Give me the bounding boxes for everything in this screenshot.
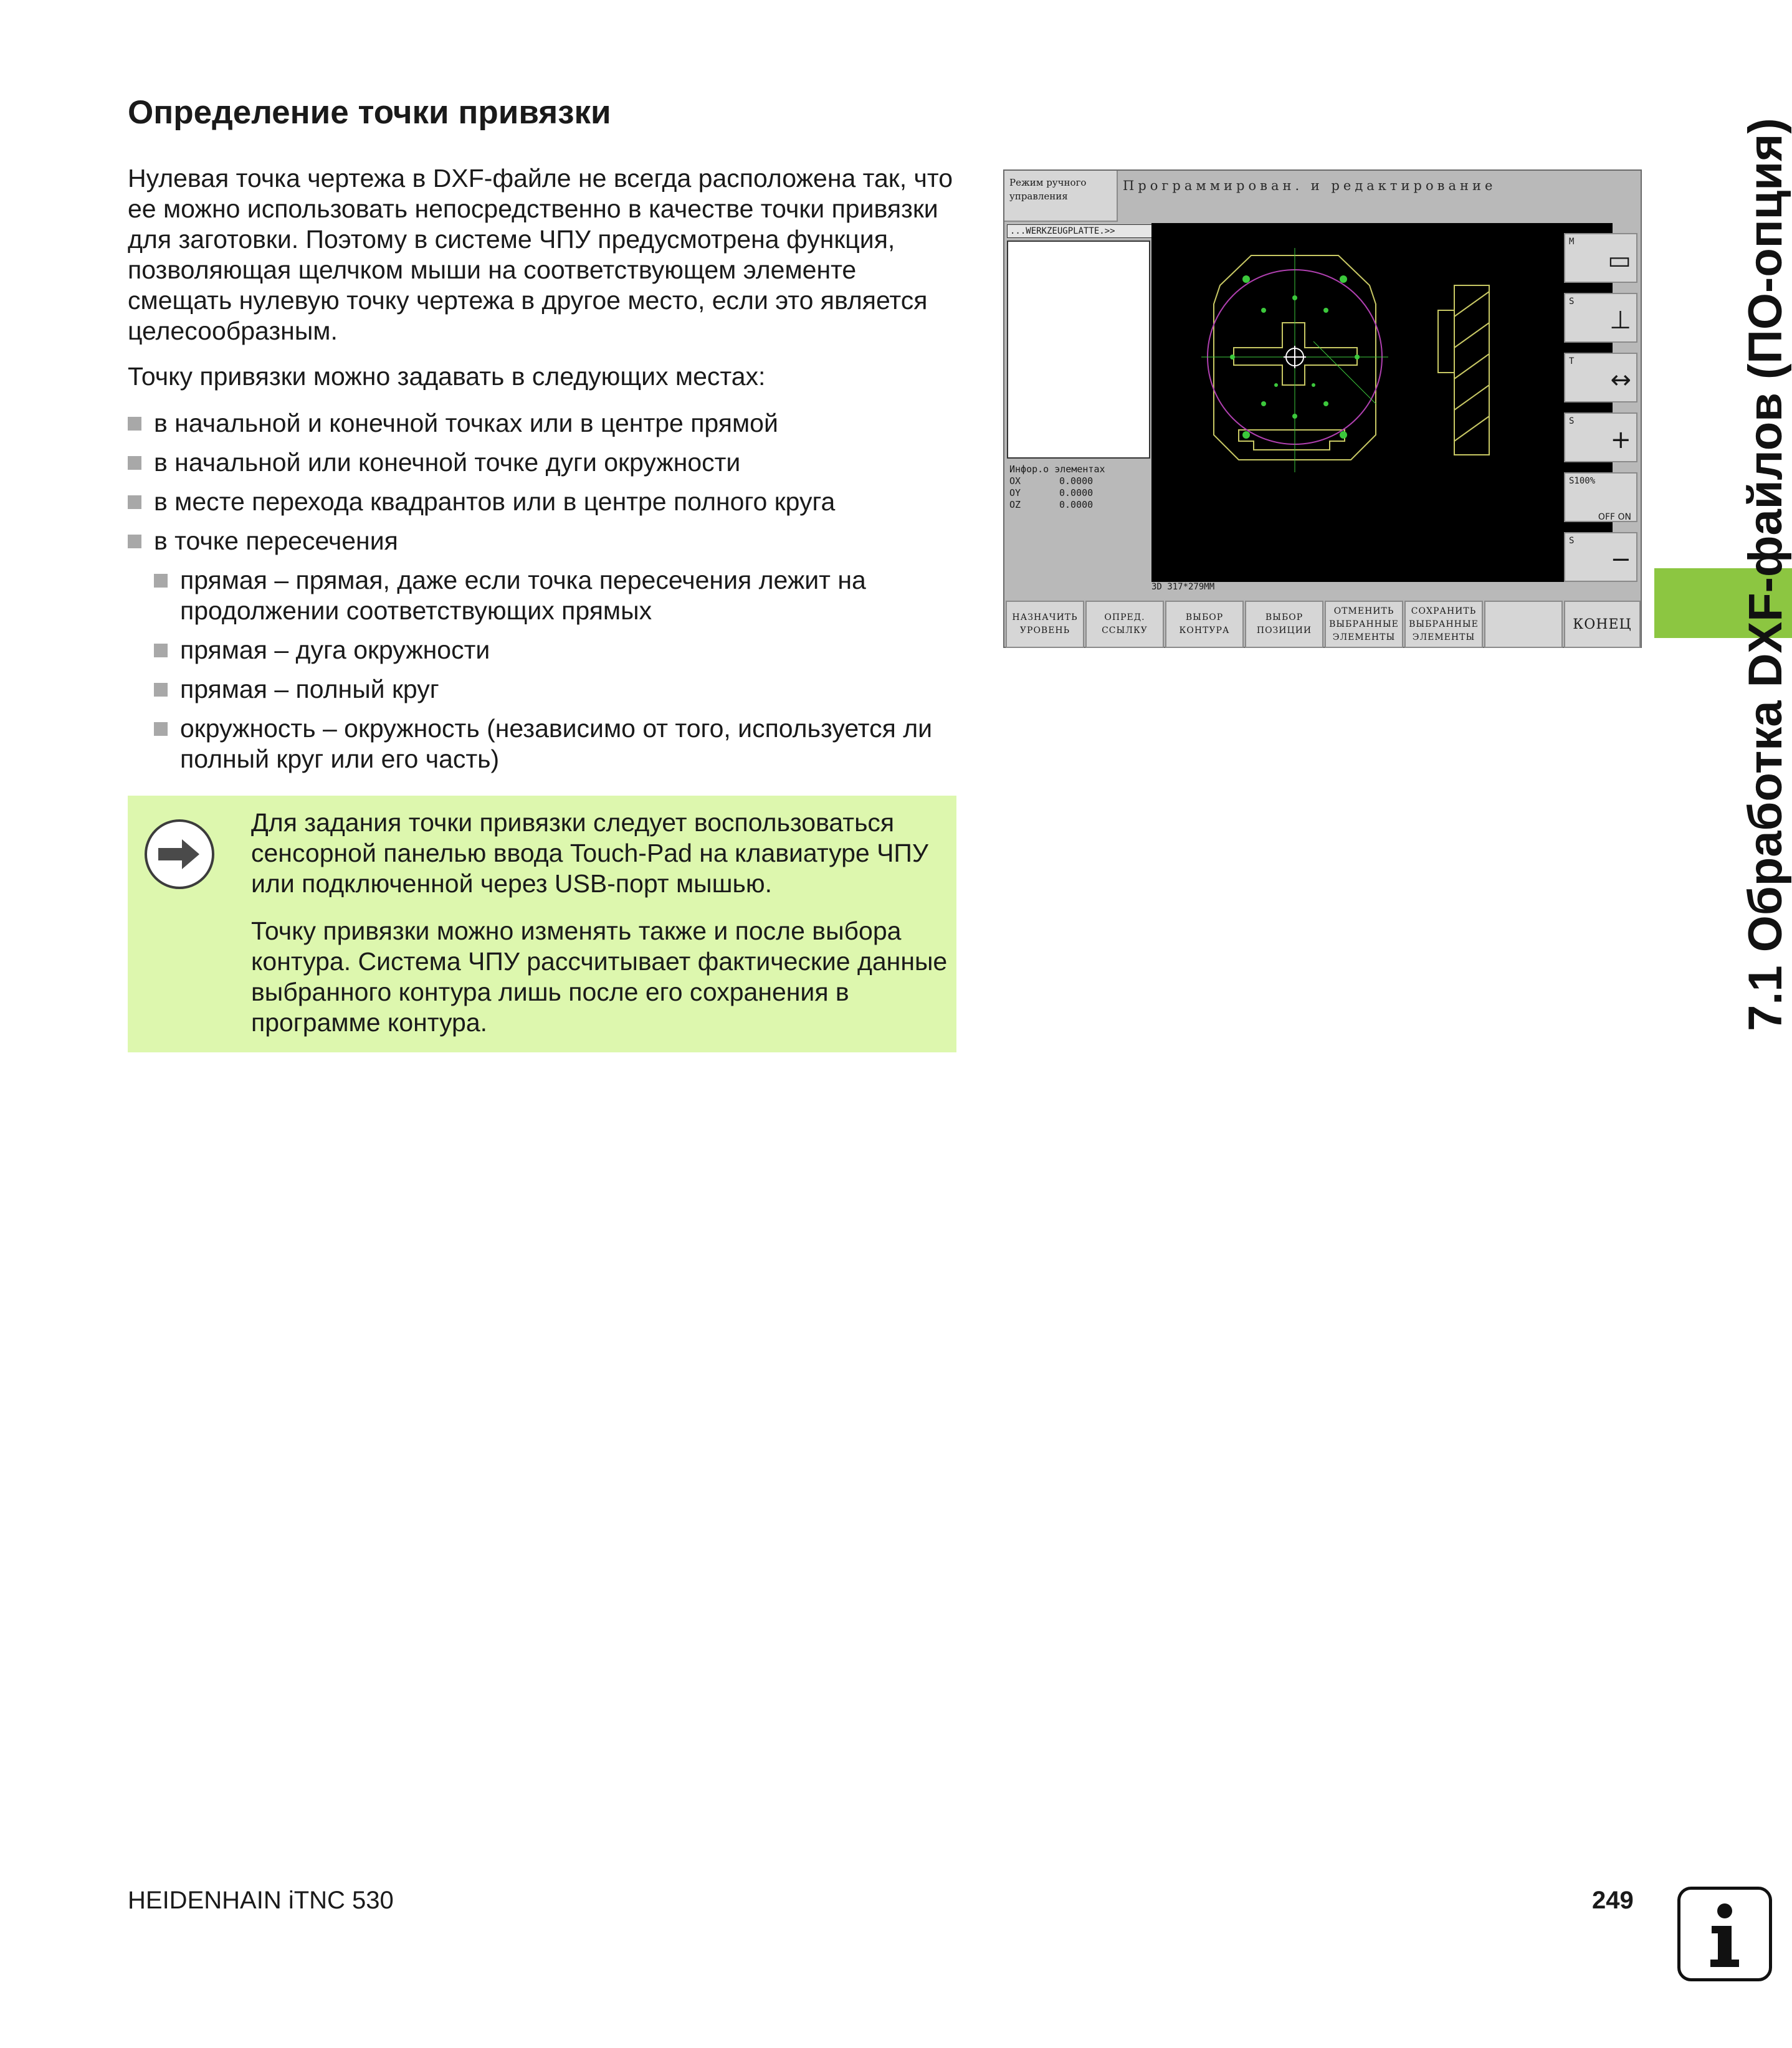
side-softkey-override[interactable]: S100% OFF ON [1564,472,1637,522]
sub-bullet-item: прямая – полный круг [154,674,984,705]
tool-change-icon: ↔ [1610,366,1631,394]
softkey-select-contour[interactable]: ВЫБОР КОНТУРА [1165,601,1244,648]
plus-icon: + [1610,426,1631,454]
intro-paragraph: Нулевая точка чертежа в DXF-файле не всегда расположена так, что ее можно использовать непосредственно в качестве точки привязки для заготовки. Поэтому в системе ЧПУ предусмотрена функция, позволяющая щелчком мыши на соответствующем элементе смещать нулевую точку чертежа в другое место, если это является целесообразным. [128,164,953,345]
info-row: OZ 0.0000 [1009,499,1094,510]
bullet-square-icon [154,722,168,736]
file-path-bar: ...WERKZEUGPLATTE.>> [1007,224,1155,238]
bullet-square-icon [154,644,168,657]
page-heading: Определение точки привязки [128,94,611,131]
bullet-item: в начальной и конечной точках или в центре прямой [128,408,778,439]
info-row: OY 0.0000 [1009,487,1094,498]
tool-icon: ⊥ [1609,306,1631,335]
part-section-profile [1438,310,1454,373]
operating-mode-label: Режим ручного управления [1004,171,1118,222]
softkey-end[interactable]: КОНЕЦ [1564,601,1641,648]
info-icon [1677,1887,1772,1981]
side-softkey-spindle-minus[interactable]: S − [1564,532,1637,582]
info-title: Инфор.о элементах [1009,464,1105,475]
sub-bullet-item: прямая – дуга окружности [154,635,984,665]
dxf-drawing-view[interactable] [1151,223,1613,582]
element-info-panel [1007,461,1155,592]
softkey-save-elements[interactable]: СОХРАНИТЬ ВЫБРАННЫЕ ЭЛЕМЕНТЫ [1404,601,1483,648]
note-text: Для задания точки привязки следует воспользоваться сенсорной панелью ввода Touch-Pad на клавиатуре ЧПУ или подключенной через USB-порт мышью. [251,808,928,898]
cnc-screenshot [1003,169,1642,648]
side-softkey-spindle[interactable]: S ⊥ [1564,293,1637,343]
softkey-deselect-elements[interactable]: ОТМЕНИТЬ ВЫБРАННЫЕ ЭЛЕМЕНТЫ [1325,601,1403,648]
footer-product: HEIDENHAIN iTNC 530 [128,1887,394,1914]
bullet-square-icon [128,495,141,509]
sub-bullet-item: окружность – окружность (независимо от того, используется ли полный круг или его часть) [154,713,984,774]
bullet-item: в точке пересечения [128,526,398,556]
side-softkey-tool[interactable]: T ↔ [1564,353,1637,402]
bullet-square-icon [154,683,168,697]
sub-bullet-item: прямая – прямая, даже если точка пересечения лежит на продолжении соответствующих прямых [154,565,984,626]
side-softkey-machine[interactable]: M ▭ [1564,233,1637,283]
machine-icon: ▭ [1608,246,1631,275]
bullet-item: в месте перехода квадрантов или в центре полного круга [128,487,835,517]
page-number: 249 [1592,1887,1634,1914]
bullet-square-icon [128,535,141,548]
bullet-square-icon [128,456,141,470]
softkey-select-positions[interactable]: ВЫБОР ПОЗИЦИИ [1245,601,1323,648]
bullet-item: в начальной или конечной точке дуги окружности [128,447,740,478]
layer-list[interactable] [1007,241,1150,459]
screen-title: Программирован. и редактирование [1123,178,1497,193]
info-row: OX 0.0000 [1009,475,1094,487]
list-intro: Точку привязки можно задавать в следующих местах: [128,362,766,391]
arrow-right-icon [145,819,214,889]
part-slot [1239,430,1345,450]
off-on-toggle: OFF ON [1598,512,1631,522]
side-softkey-spindle-plus[interactable]: S + [1564,412,1637,462]
softkey-set-reference[interactable]: ОПРЕД. ССЫЛКУ [1085,601,1164,648]
bullet-square-icon [128,417,141,431]
datum-point-icon[interactable] [1284,346,1306,368]
bullet-square-icon [154,574,168,588]
minus-icon: − [1610,545,1631,574]
note-text: Точку привязки можно изменять также и после выбора контура. Система ЧПУ рассчитывает фактические данные выбранного контура лишь после его сохранения в программе контура. [251,917,948,1037]
view-status-bar: 3D 317*279MM [1151,582,1613,592]
softkey-set-layer[interactable]: НАЗНАЧИТЬ УРОВЕНЬ [1006,601,1084,648]
softkey-empty[interactable] [1484,601,1563,648]
